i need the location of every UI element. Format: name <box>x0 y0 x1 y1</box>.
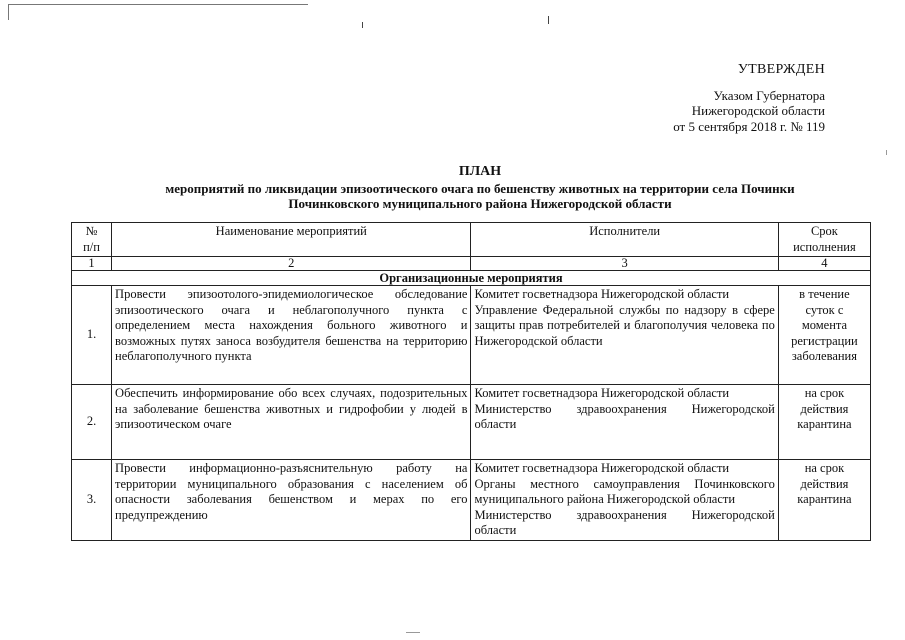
section-title: Организационные мероприятия <box>72 271 871 286</box>
scan-speck <box>406 632 420 633</box>
row-number: 1. <box>72 286 112 385</box>
row-activity: Обеспечить информирование обо всех случаях, подозрительных на заболевание бешенства животных и гидрофобии у людей в эпизоотическом очаге <box>112 385 471 460</box>
header-name: Наименование мероприятий <box>112 223 471 257</box>
scan-speck <box>548 16 549 24</box>
scan-edge-line-left <box>8 4 9 20</box>
header-term: Срок исполнения <box>778 223 870 257</box>
row-term: в течение суток с момента регистрации заболевания <box>778 286 870 385</box>
row-number: 3. <box>72 460 112 541</box>
approval-date: от 5 сентября 2018 г. № 119 <box>673 118 825 134</box>
section-row <box>72 271 871 286</box>
approval-line: Нижегородской области <box>691 103 825 118</box>
row-activity: Провести эпизоотолого-эпидемиологическое обследование эпизоотического очага и неблагополучного пункта с определением места нахождения больного животного и возможных путях заноса возбудителя бешенства на территорию неблагополучного пункта <box>112 286 471 385</box>
header-num: № п/п <box>72 223 112 257</box>
document-title <box>90 164 870 211</box>
row-executors: Комитет госветнадзора Нижегородской области Управление Федеральной службы по надзору в сфере защиты прав потребителей и благополучия человека по Нижегородской области <box>471 286 778 385</box>
title-line: мероприятий по ликвидации эпизоотического очага по бешенству животных на территории села Починки <box>165 181 795 196</box>
row-activity: Провести информационно-разъяснительную работу на территории муниципального образования с населением об опасности заболевания бешенством и мерах по его предупреждению <box>112 460 471 541</box>
column-number: 1 <box>72 257 112 271</box>
table-row <box>72 385 871 460</box>
row-term: на срок действия карантина <box>778 385 870 460</box>
approved-heading: УТВЕРЖДЕН <box>737 62 825 77</box>
row-term: на срок действия карантина <box>778 460 870 541</box>
table-row <box>72 460 871 541</box>
column-number: 3 <box>471 257 778 271</box>
column-number-row <box>72 257 871 271</box>
row-executors: Комитет госветнадзора Нижегородской области Министерство здравоохранения Нижегородской области <box>471 385 778 460</box>
approval-block <box>605 62 825 134</box>
plan-heading: ПЛАН <box>458 164 502 179</box>
header-executors: Исполнители <box>471 223 778 257</box>
column-number: 4 <box>778 257 870 271</box>
row-number: 2. <box>72 385 112 460</box>
approval-line: Указом Губернатора <box>713 87 825 103</box>
title-line: Починковского муниципального района Нижегородской области <box>288 196 672 211</box>
row-executors: Комитет госветнадзора Нижегородской области Органы местного самоуправления Починковского муниципального района Нижегородской области Министерство здравоохранения Нижегородской области <box>471 460 778 541</box>
table-header-row <box>72 223 871 257</box>
scan-edge-line-top <box>8 4 308 5</box>
scan-speck <box>362 22 363 28</box>
plan-table <box>71 222 871 541</box>
table-row <box>72 286 871 385</box>
scan-speck <box>886 150 887 155</box>
column-number: 2 <box>112 257 471 271</box>
